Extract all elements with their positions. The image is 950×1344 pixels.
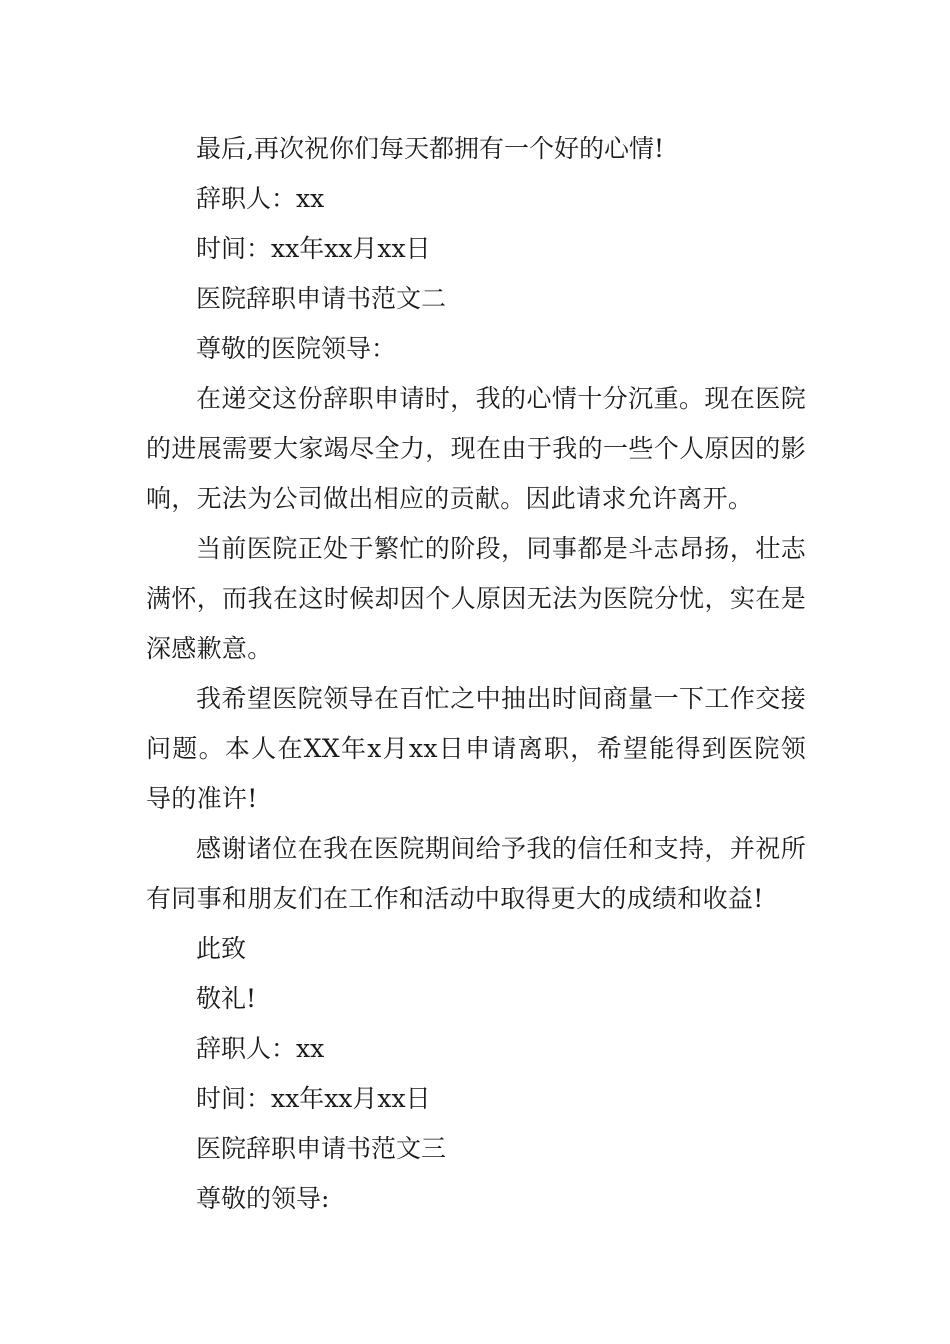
closing-regards-line: 此致 [196, 934, 247, 963]
body-paragraph: 感谢诸位在我在医院期间给予我的信任和支持，并祝所有同事和朋友们在工作和活动中取得更大的成绩和收益! [146, 834, 806, 913]
body-paragraph: 当前医院正处于繁忙的阶段，同事都是斗志昂扬，壮志满怀，而我在这时候却因个人原因无法为医院分忧，实在是深感歉意。 [146, 534, 806, 663]
date-line: 时间：xx年xx月xx日 [196, 1084, 431, 1113]
date-line: 时间：xx年xx月xx日 [196, 234, 431, 263]
resigner-line: 辞职人：xx [196, 184, 325, 213]
body-paragraph: 我希望医院领导在百忙之中抽出时间商量一下工作交接问题。本人在XX年x月xx日申请离职，希望能得到医院领导的准许! [146, 684, 806, 813]
salutation-line: 尊敬的领导: [196, 1184, 330, 1213]
section-title: 医院辞职申请书范文二 [196, 284, 447, 313]
body-paragraph: 在递交这份辞职申请时，我的心情十分沉重。现在医院的进展需要大家竭尽全力，现在由于我的一些个人原因的影响，无法为公司做出相应的贡献。因此请求允许离开。 [146, 384, 806, 513]
closing-salute-line: 敬礼! [196, 984, 257, 1013]
salutation-line: 尊敬的医院领导： [196, 334, 397, 363]
closing-wish-line: 最后,再次祝你们每天都拥有一个好的心情! [196, 134, 664, 163]
resigner-line: 辞职人：xx [196, 1034, 325, 1063]
section-title: 医院辞职申请书范文三 [196, 1134, 447, 1163]
document-body [146, 124, 806, 1224]
